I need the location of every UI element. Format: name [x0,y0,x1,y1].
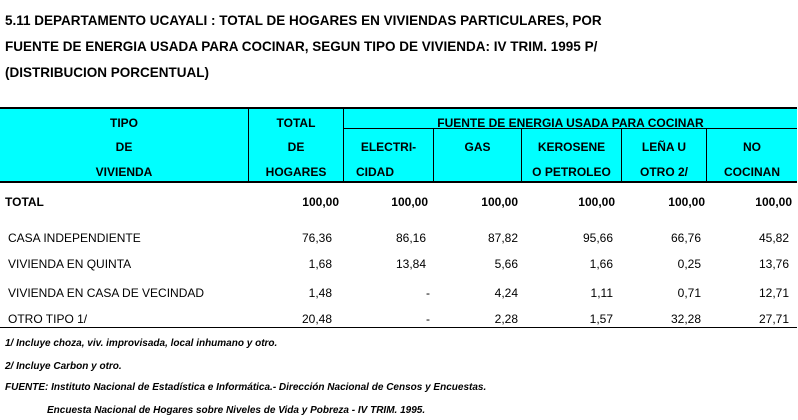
header-electricidad-1: ELECTRI- [360,140,417,154]
cell-lena: 0,25 [677,257,701,271]
cell-total: 76,36 [301,231,332,245]
header-no-cocinan-1: NO [743,140,761,154]
table-title [5,8,785,86]
cell-lena: 32,28 [670,312,701,326]
header-tipo-3: VIVIENDA [95,165,153,179]
cell-total: 1,48 [308,286,332,300]
cell-gas: 5,66 [494,257,518,271]
cell-total: 20,48 [301,312,332,326]
cell-lena: 66,76 [670,231,701,245]
table-header [0,107,797,183]
table-row [0,312,797,328]
table-row [0,231,797,247]
header-gas: GAS [464,140,491,154]
header-fuente: FUENTE DE ENERGIA USADA PARA COCINAR [437,116,704,130]
footnote-2: 2/ Incluye Carbon y otro. [5,361,122,372]
cell-no-cocinan: 100,00 [755,195,792,209]
cell-kerosene: 1,66 [589,257,613,271]
title-line-3: (DISTRIBUCION PORCENTUAL) [5,65,209,80]
cell-no-cocinan: 45,82 [758,231,789,245]
header-lena-2: OTRO 2/ [639,165,688,179]
cell-electricidad: - [426,286,430,300]
header-tipo-1: TIPO [109,116,138,130]
header-electricidad-2: CIDAD [356,165,394,179]
header-kerosene-2: O PETROLEO [532,165,611,179]
row-label: VIVIENDA EN CASA DE VECINDAD [8,286,205,300]
row-label: CASA INDEPENDIENTE [8,231,141,245]
cell-no-cocinan: 13,76 [758,257,789,271]
header-total-2: DE [287,140,305,154]
header-total-1: TOTAL [276,116,316,130]
source-note: FUENTE: Instituto Nacional de Estadística e Informática.- Dirección Nacional de Censos y Encuestas. [5,382,487,393]
cell-total: 1,68 [308,257,332,271]
cell-gas: 87,82 [487,231,518,245]
row-label: VIVIENDA EN QUINTA [8,257,132,271]
cell-kerosene: 95,66 [582,231,613,245]
cell-total: 100,00 [302,195,339,209]
cell-no-cocinan: 27,71 [758,312,789,326]
cell-electricidad: 13,84 [395,257,426,271]
cell-gas: 2,28 [494,312,518,326]
header-lena-1: LEÑA U [641,140,687,154]
table-row [0,257,797,273]
cell-gas: 100,00 [481,195,518,209]
header-tipo-2: DE [115,140,133,154]
header-no-cocinan-2: COCINAN [724,165,780,179]
cell-kerosene: 1,11 [590,286,613,300]
row-label: TOTAL [5,195,44,209]
cell-electricidad: - [426,312,430,326]
survey-note: Encuesta Nacional de Hogares sobre Niveles de Vida y Pobreza - IV TRIM. 1995. [47,405,426,416]
header-total-3: HOGARES [265,165,327,179]
footnote-1: 1/ Incluye choza, viv. improvisada, local inhumano y otro. [5,338,278,349]
row-label: OTRO TIPO 1/ [8,312,88,326]
cell-lena: 100,00 [668,195,705,209]
cell-electricidad: 100,00 [391,195,428,209]
table-bottom-rule [0,327,797,328]
table-row [0,286,797,302]
cell-kerosene: 1,57 [589,312,613,326]
cell-no-cocinan: 12,71 [758,286,789,300]
table-row-total [0,195,797,211]
title-line-1: 5.11 DEPARTAMENTO UCAYALI : TOTAL DE HOGARES EN VIVIENDAS PARTICULARES, POR [5,13,602,28]
cell-lena: 0,71 [677,286,701,300]
header-kerosene-1: KEROSENE [537,140,606,154]
cell-kerosene: 100,00 [578,195,615,209]
cell-electricidad: 86,16 [395,231,426,245]
title-line-2: FUENTE DE ENERGIA USADA PARA COCINAR, SEGUN TIPO DE VIVIENDA: IV TRIM. 1995 P/ [5,39,598,54]
cell-gas: 4,24 [494,286,518,300]
